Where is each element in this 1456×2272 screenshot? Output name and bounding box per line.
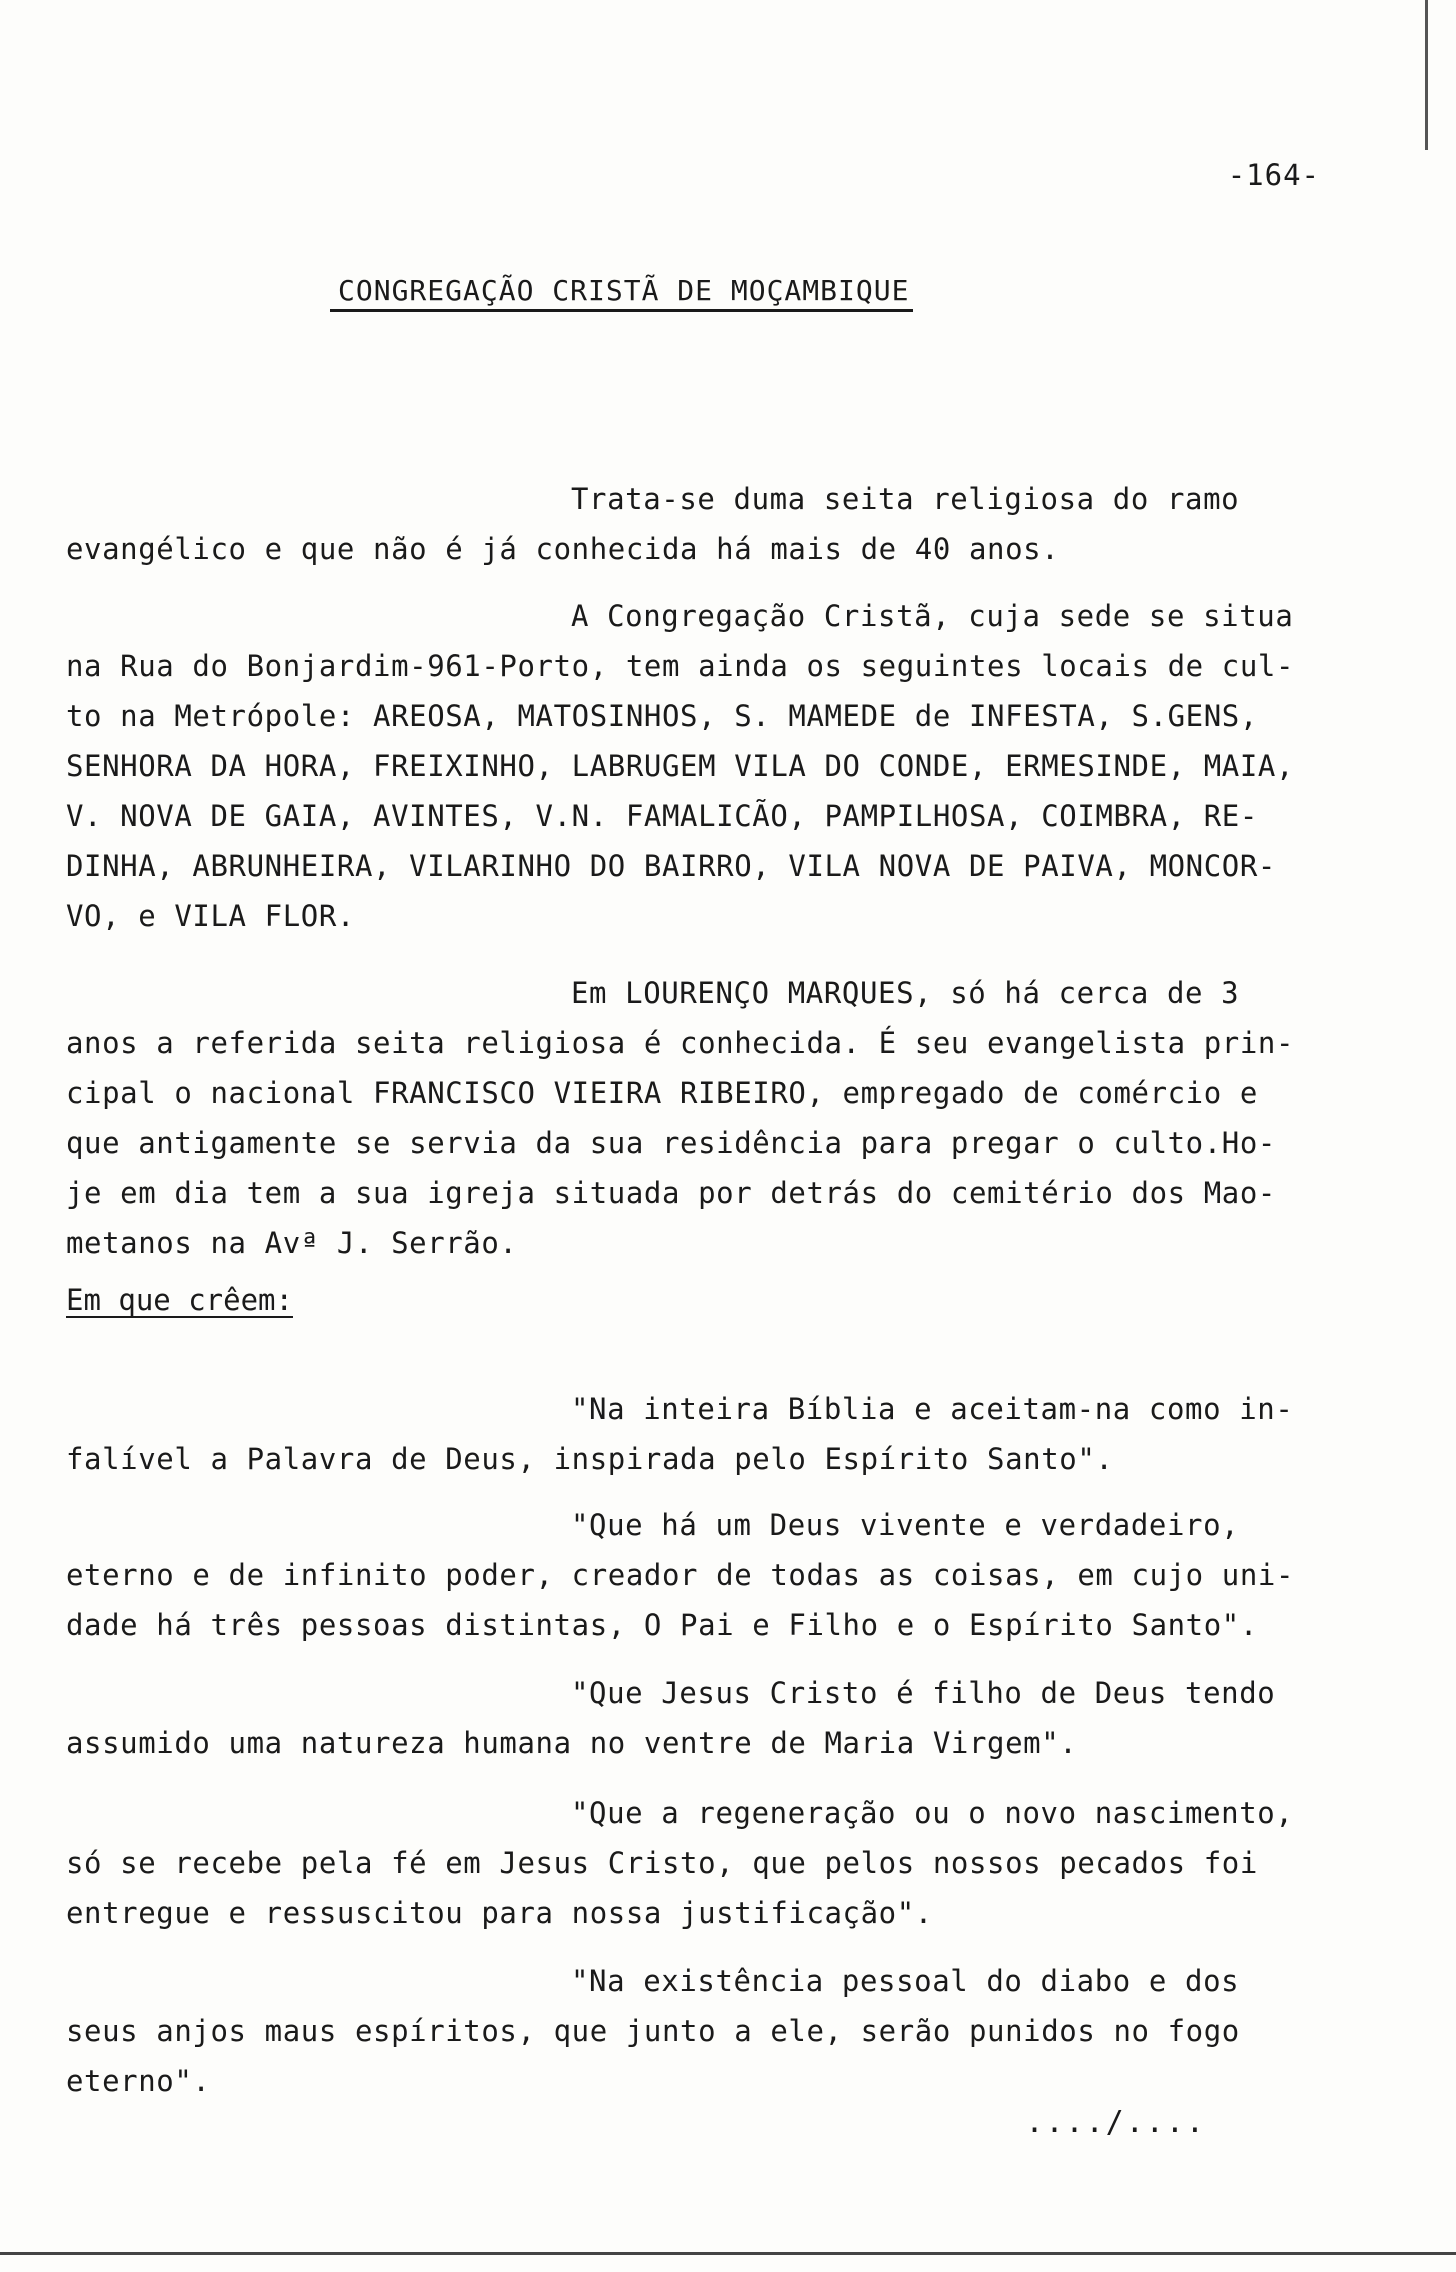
text-line: assumido uma natureza humana no ventre de Maria Virgem". [66, 1726, 1078, 1760]
text-line: eterno". [66, 2064, 211, 2098]
text-line: A Congregação Cristã, cuja sede se situa [571, 599, 1294, 633]
page-edge-line [1425, 0, 1428, 150]
text-line: dade há três pessoas distintas, O Pai e Filho e o Espírito Santo". [66, 1608, 1258, 1642]
text-line: DINHA, ABRUNHEIRA, VILARINHO DO BAIRRO, VILA NOVA DE PAIVA, MONCOR- [66, 849, 1276, 883]
text-line: to na Metrópole: AREOSA, MATOSINHOS, S. MAMEDE de INFESTA, S.GENS, [66, 699, 1258, 733]
text-line: entregue e ressuscitou para nossa justificação". [66, 1896, 933, 1930]
text-line: V. NOVA DE GAIA, AVINTES, V.N. FAMALICÃO, PAMPILHOSA, COIMBRA, RE- [66, 799, 1258, 833]
belief-2 [66, 1500, 1356, 1650]
text-line: Em LOURENÇO MARQUES, só há cerca de 3 [571, 976, 1240, 1010]
text-line: VO, e VILA FLOR. [66, 899, 355, 933]
text-line: cipal o nacional FRANCISCO VIEIRA RIBEIRO, empregado de comércio e [66, 1076, 1258, 1110]
text-line: falível a Palavra de Deus, inspirada pelo Espírito Santo". [66, 1442, 1114, 1476]
text-line: que antigamente se servia da sua residência para pregar o culto.Ho- [66, 1126, 1276, 1160]
intro-paragraph [66, 474, 1356, 574]
belief-3 [66, 1668, 1356, 1768]
text-line: "Que há um Deus vivente e verdadeiro, [571, 1508, 1240, 1542]
text-line: seus anjos maus espíritos, que junto a ele, serão punidos no fogo [66, 2014, 1240, 2048]
section-heading: Em que crêem: [66, 1283, 293, 1317]
text-line: "Que Jesus Cristo é filho de Deus tendo [571, 1676, 1276, 1710]
lourenco-marques-paragraph [66, 968, 1356, 1268]
text-line: eterno e de infinito poder, creador de todas as coisas, em cujo uni- [66, 1558, 1295, 1592]
page-number: -164- [1227, 158, 1320, 192]
text-line: evangélico e que não é já conhecida há mais de 40 anos. [66, 532, 1060, 566]
text-line: je em dia tem a sua igreja situada por detrás do cemitério dos Mao- [66, 1176, 1276, 1210]
text-line: na Rua do Bonjardim-961-Porto, tem ainda os seguintes locais de cul- [66, 649, 1295, 683]
text-line: Trata-se duma seita religiosa do ramo [571, 482, 1240, 516]
text-line: só se recebe pela fé em Jesus Cristo, que pelos nossos pecados foi [66, 1846, 1258, 1880]
page-bottom-edge [0, 2252, 1456, 2255]
document-title: CONGREGAÇÃO CRISTÃ DE MOÇAMBIQUE [330, 274, 913, 312]
text-line: SENHORA DA HORA, FREIXINHO, LABRUGEM VILA DO CONDE, ERMESINDE, MAIA, [66, 749, 1295, 783]
belief-1 [66, 1384, 1356, 1484]
continuation-mark: ..../.... [1025, 2105, 1206, 2140]
locations-paragraph [66, 591, 1356, 941]
text-line: "Que a regeneração ou o novo nascimento, [571, 1796, 1294, 1830]
text-line: metanos na Avª J. Serrão. [66, 1226, 518, 1260]
text-line: "Na existência pessoal do diabo e dos [571, 1964, 1240, 1998]
text-line: anos a referida seita religiosa é conhecida. É seu evangelista prin- [66, 1026, 1295, 1060]
belief-4 [66, 1788, 1356, 1938]
text-line: "Na inteira Bíblia e aceitam-na como in- [571, 1392, 1294, 1426]
belief-5 [66, 1956, 1356, 2106]
